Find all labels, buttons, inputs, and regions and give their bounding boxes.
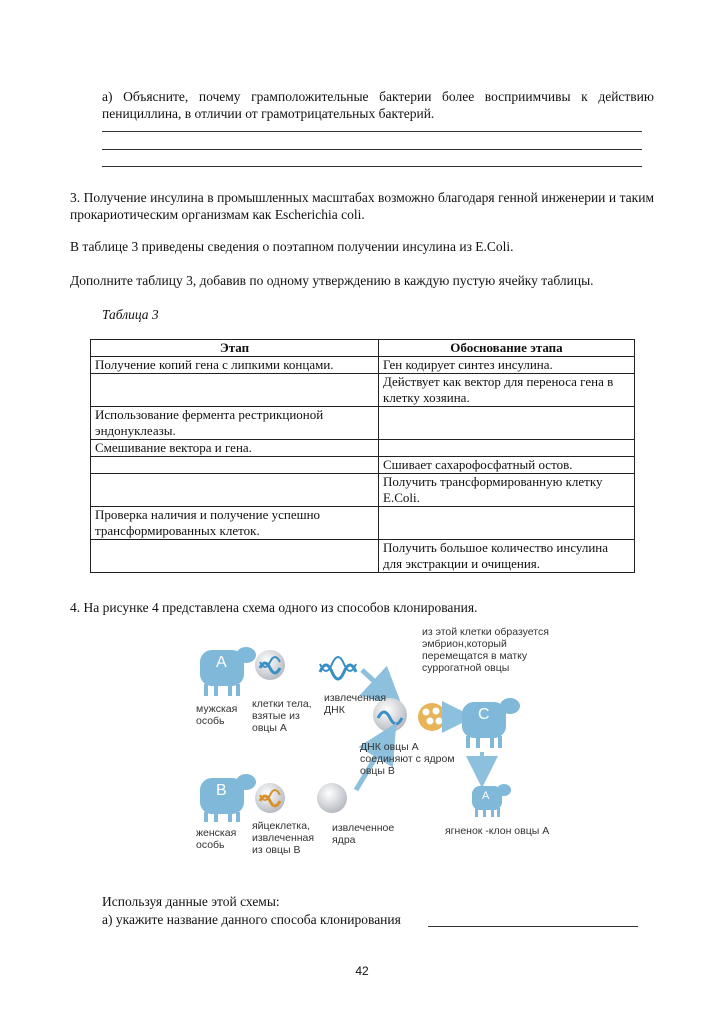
cell-justification: Сшивает сахарофосфатный остов. (379, 457, 635, 474)
cell-stage: Смешивание вектора и гена. (91, 440, 379, 457)
empty-cell-justification[interactable] (379, 407, 635, 440)
cell-stage: Проверка наличия и получение успешно трансформированных клеток. (91, 507, 379, 540)
question-3: 3. Получение инсулина в промышленных масштабах возможно благодаря генной инженерии и таким прокариотическим организмам как Escherichia coli. (70, 190, 654, 222)
answer-line[interactable] (428, 926, 638, 927)
empty-cell-justification[interactable] (379, 440, 635, 457)
body-cells-label: клетки тела, взятые из овцы А (252, 698, 312, 734)
stages-table (90, 339, 635, 573)
table-caption: Таблица 3 (102, 307, 159, 322)
question-4a: а) укажите название данного способа клонирования (102, 912, 401, 927)
empty-cell-justification[interactable] (379, 507, 635, 540)
table-row (91, 474, 635, 507)
empty-cell-stage[interactable] (91, 474, 379, 507)
empty-cell-stage[interactable] (91, 457, 379, 474)
male-label: мужская особь (196, 703, 238, 727)
question-4: 4. На рисунке 4 представлена схема одного из способов клонирования. (70, 600, 478, 615)
cell-justification: Ген кодирует синтез инсулина. (379, 357, 635, 374)
cell-justification: Получить трансформированную клетку E.Coli. (379, 474, 635, 507)
female-label: женская особь (196, 827, 237, 851)
answer-line (102, 131, 642, 132)
sheep-b-letter: B (216, 782, 227, 799)
nucleus-label: извлеченное ядра (332, 822, 395, 846)
lamb-label: ягненок -клон овцы А (445, 825, 550, 837)
cell-justification: Действует как вектор для переноса гена в клетку хозяина. (379, 374, 635, 407)
table-row (91, 540, 635, 573)
table-row (91, 357, 635, 374)
sheep-a-icon (200, 647, 256, 696)
use-scheme-text: Используя данные этой схемы: (102, 894, 280, 909)
extracted-dna-label: извлеченная ДНК (324, 692, 387, 716)
table-intro: В таблице 3 приведены сведения о поэтапном получении инсулина из E.Coli. (70, 239, 514, 254)
cell-stage: Получение копий гена с липкими концами. (91, 357, 379, 374)
enucleated-egg-icon (317, 783, 347, 813)
answer-line (102, 149, 642, 150)
body-cell-icon (255, 650, 285, 680)
sheep-c-letter: C (478, 706, 490, 723)
cloning-diagram (190, 620, 570, 865)
empty-cell-stage[interactable] (91, 374, 379, 407)
dna-join-label: ДНК овцы А соединяют с ядром овцы В (360, 741, 455, 777)
header-justification: Обоснование этапа (379, 340, 635, 357)
empty-cell-stage[interactable] (91, 540, 379, 573)
table-row (91, 407, 635, 440)
table-task: Дополните таблицу 3, добавив по одному утверждению в каждую пустую ячейку таблицы. (70, 273, 594, 288)
table-row (91, 374, 635, 407)
cell-justification: Получить большое количество инсулина для экстракции и очищения. (379, 540, 635, 573)
table-row (91, 507, 635, 540)
cell-stage: Использование фермента рестрикционой эндонуклеазы. (91, 407, 379, 440)
sheep-a-letter: A (216, 654, 227, 671)
embryo-label: из этой клетки образуется эмбрион,который перемещатся в матку суррогатной овцы (422, 626, 549, 674)
question-a: а) Объясните, почему грамположительные бактерии более восприимчивы к действию пенициллина, в отличии от грамотрицательных бактерий. (102, 89, 654, 121)
egg-cell-icon (255, 783, 285, 813)
egg-label: яйцеклетка, извлеченная из овцы В (252, 820, 315, 856)
extracted-dna-icon (320, 657, 356, 679)
table-header-row (91, 340, 635, 357)
lamb-icon (472, 784, 511, 817)
embryo-icon (418, 703, 446, 731)
sheep-c-icon (462, 698, 520, 748)
arrow-icon (362, 670, 388, 694)
header-stage: Этап (91, 340, 379, 357)
answer-line (102, 166, 642, 167)
lamb-letter: A (482, 790, 490, 802)
table-row (91, 457, 635, 474)
table-row (91, 440, 635, 457)
page-number: 42 (355, 964, 369, 978)
sheep-b-icon (200, 774, 256, 822)
